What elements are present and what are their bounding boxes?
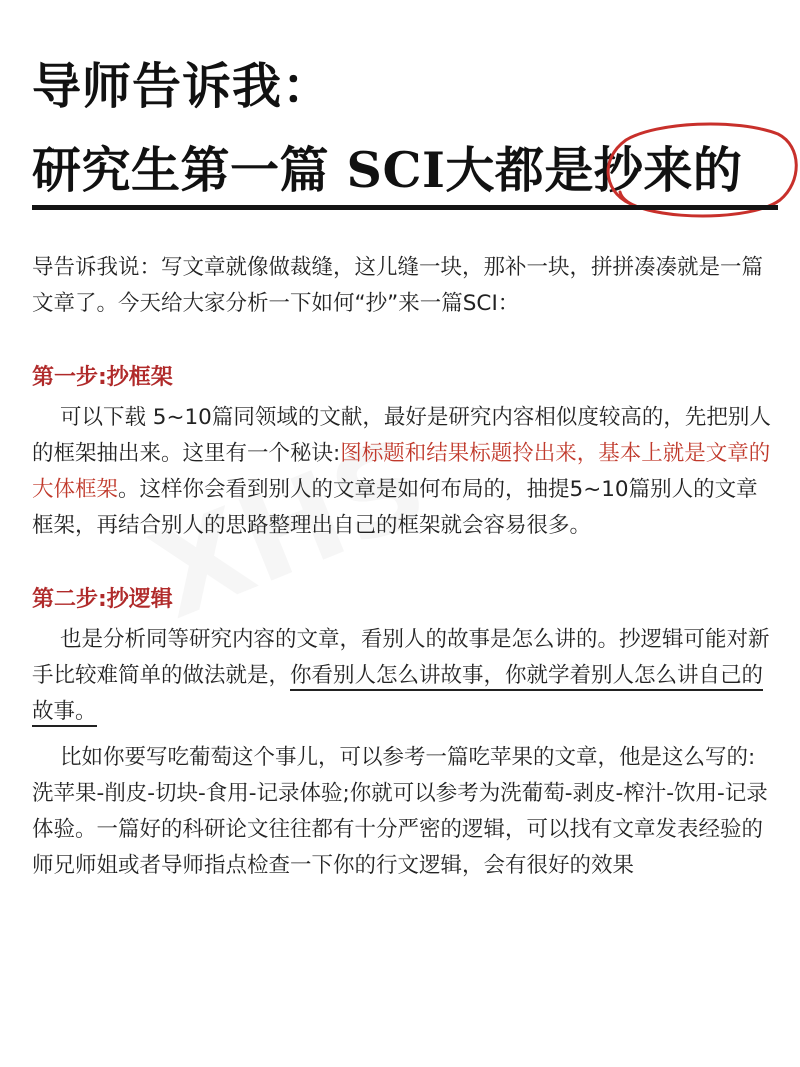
title-line-2-prefix: 研究生第一篇 SCI大都是 [32, 141, 594, 199]
intro-paragraph: 导告诉我说：写文章就像做裁缝，这儿缝一块，那补一块，拼拼凑凑就是一篇文章了。今天给大家分析一下如何“抄”来一篇SCI： [32, 255, 764, 316]
step1-paragraph [32, 400, 772, 544]
article-body [32, 250, 772, 884]
title-underline [32, 205, 778, 210]
step2-heading: 第二步:抄逻辑 [32, 587, 173, 612]
step1-heading: 第一步:抄框架 [32, 365, 173, 390]
step2-paragraph-2: 比如你要写吃葡萄这个事儿，可以参考一篇吃苹果的文章，他是这么写的:洗苹果-削皮-切块-食用-记录体验;你就可以参考为洗葡萄-剥皮-榨汁-饮用-记录体验。一篇好的科研论文往往都有十分严密的逻辑，可以找有文章发表经验的师兄师姐或者导师指点检查一下你的行文逻辑，会有很好的效果 [32, 745, 768, 878]
title-line-1: 导师告诉我： [32, 57, 333, 115]
step2-underlined-phrase: 你看别人怎么讲故事，你就学着别人怎么讲自己的故事。 [32, 663, 763, 727]
step2-paragraph-1 [32, 622, 772, 730]
step2-text-before: 也是分析同等研究内容的文章，看别人的故事是怎么讲的。抄逻辑可能对新手比较难简单的做法就是， [32, 627, 770, 688]
title-circled-phrase: 抄来的 [593, 141, 743, 199]
step1-text-before: 可以下载 5~10篇同领域的文献，最好是研究内容相似度较高的，先把别人的框架抽出来。这里有一个秘诀: [32, 405, 771, 466]
step1-highlight: 图标题和结果标题拎出来，基本上就是文章的大体框架 [32, 441, 771, 502]
step1-text-after: 。这样你会看到别人的文章是如何布局的，抽提5~10篇别人的文章框架，再结合别人的思路整理出自己的框架就会容易很多。 [32, 477, 758, 538]
